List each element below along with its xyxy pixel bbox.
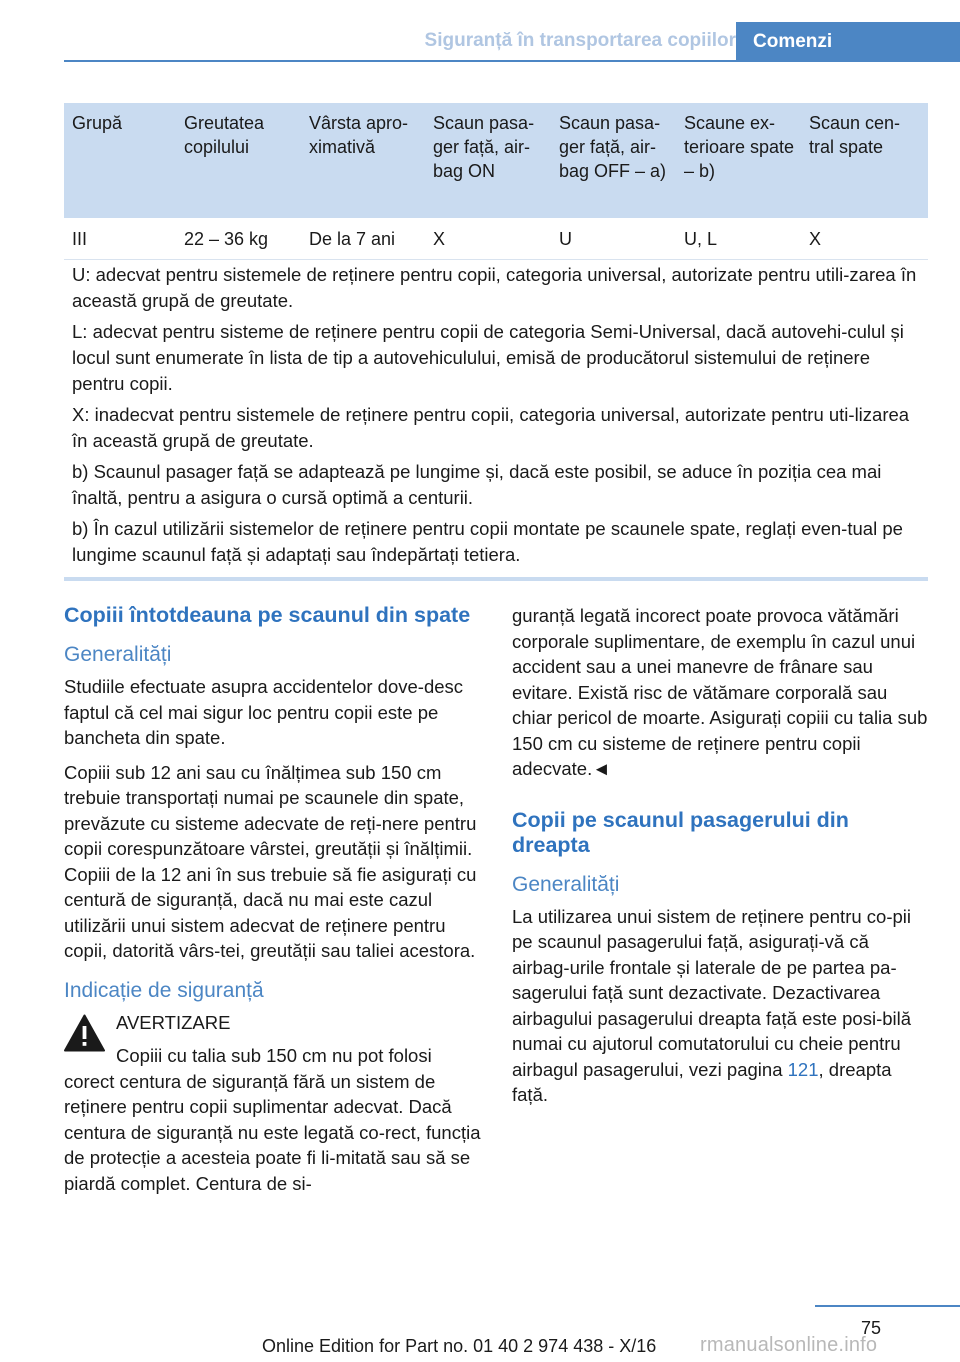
page-link[interactable]: 121: [787, 1058, 819, 1080]
table-note: L: adecvat pentru sisteme de reținere pentru copii de categoria Semi-Universal, dacă autovehi-culul și locul sunt enumerate în lista de tip a autovehiculului, emisă de producătorul sistemului de reținere pentru copii.: [72, 321, 904, 394]
paragraph-text: , dreapta față.: [512, 1058, 892, 1105]
table-cell: X: [433, 229, 446, 249]
edition-text: Online Edition for Part no. 01 40 2 974 438 - X/16: [262, 1336, 657, 1356]
watermark: rmanualsonline.info: [700, 1334, 878, 1356]
warning-text: Copiii cu talia sub 150 cm nu pot folosi corect centura de siguranță fără un sistem de reținere pentru copii suplimentar adecvat. Dacă centura de siguranță nu este legată co-rect, funcția de protecție a acesteia poate fi li-mitată sau să se piardă complet. Centura de si-: [64, 1045, 481, 1194]
table-cell: III: [72, 229, 88, 249]
table-header-cell: Greutatea copilului: [184, 113, 265, 157]
table-header-cell: Scaun pasa-ger față, air-bag OFF – a): [559, 113, 667, 181]
table-cell: De la 7 ani: [309, 229, 396, 249]
child-seat-table: [64, 103, 928, 260]
table-header-cell: Vârsta apro-ximativă: [309, 113, 409, 157]
right-column: [512, 603, 928, 1117]
paragraph-text: La utilizarea unui sistem de reținere pentru co-pii pe scaunul pasagerului față, asigurați-vă că airbag-urile frontale și laterale de pe partea pa-sagerului față sunt dezactivate. Dezactivarea airbagului pasagerului dreapta față este posi-bilă numai cu ajutorul comutatorului cu cheie pentru airbagul pasagerului, vezi pagina: [512, 905, 912, 1080]
table-note: X: inadecvat pentru sistemele de reținere pentru copii, categoria universal, autorizate pentru uti-lizarea în această grupă de greutate.: [72, 404, 910, 451]
paragraph: [512, 904, 928, 1108]
section-heading: Copii pe scaunul pasagerului din dreapta: [512, 807, 849, 857]
warning-block: [64, 1010, 484, 1197]
footer-line: [815, 1305, 960, 1307]
subsection-heading: Generalități: [64, 643, 172, 666]
paragraph: Copiii sub 12 ani sau cu înălțimea sub 150 cm trebuie transportați numai pe scaunele din spate, prevăzute cu sisteme adecvate de reți-nere pentru copii corespunzătoare vârstei, greutății și înălțimii. Copiii de la 12 ani în sus trebuie să fie asigurați cu centură de siguranță, dacă nu mai este cazul utilizării unui sistem adecvat de reținere pentru copii, datorită vârs-tei, greutății sau taliei acestora.: [64, 761, 477, 961]
table-header-cell: Scaune ex-terioare spate – b): [684, 113, 795, 181]
warning-triangle-icon: [64, 1014, 105, 1052]
paragraph: Studiile efectuate asupra accidentelor dove-desc faptul că cel mai sigur loc pentru copii este pe bancheta din spate.: [64, 676, 464, 748]
table-cell: X: [809, 229, 822, 249]
warning-continuation: guranță legată incorect poate provoca vătămări corporale suplimentare, de exemplu în cazul unui accident sau a unei manevre de frânare sau evitare. Există risc de vătămare corporală sau chiar pericol de moarte. Asigurați copiii cu talia sub 150 cm cu sisteme de reținere pentru copii adecvate.◄: [512, 605, 928, 779]
left-column: [64, 603, 484, 1196]
section-heading: Copiii întotdeauna pe scaunul din spate: [64, 603, 471, 627]
header-chapter-tab[interactable]: Comenzi: [736, 22, 960, 62]
table-header-cell: Grupă: [72, 113, 123, 133]
table-notes: [64, 262, 928, 573]
table-note: b) Scaunul pasager față se adaptează pe lungime și, dacă este posibil, se aduce în poziția cea mai înaltă, pentru a asigura o cursă optimă a centurii.: [72, 461, 882, 508]
subsection-heading: Generalități: [512, 872, 620, 896]
header-section-title: Siguranță în transportarea copiilor: [424, 30, 736, 51]
table-header-cell: Scaun pasa-ger față, air-bag ON: [433, 113, 535, 181]
page-number: 75: [861, 1318, 882, 1338]
table-note: b) În cazul utilizării sistemelor de reținere pentru copii montate pe scaunele spate, reglați even-tual pe lungime scaunul față și adaptați sau îndepărtați tetiera.: [72, 518, 903, 565]
table-header-row: [64, 103, 928, 218]
table-note: U: adecvat pentru sistemele de reținere pentru copii, categoria universal, autorizate pentru utili-zarea în această grupă de greutate.: [72, 264, 917, 311]
page-header: [64, 0, 960, 62]
table-cell: 22 – 36 kg: [184, 229, 269, 249]
table-row: [64, 218, 928, 260]
table-header-cell: Scaun cen-tral spate: [809, 113, 901, 157]
warning-title: AVERTIZARE: [116, 1011, 231, 1033]
section-divider: [64, 577, 928, 581]
table-cell: U, L: [684, 229, 718, 249]
table-cell: U: [559, 229, 572, 249]
subsection-heading: Indicație de siguranță: [64, 978, 264, 1002]
